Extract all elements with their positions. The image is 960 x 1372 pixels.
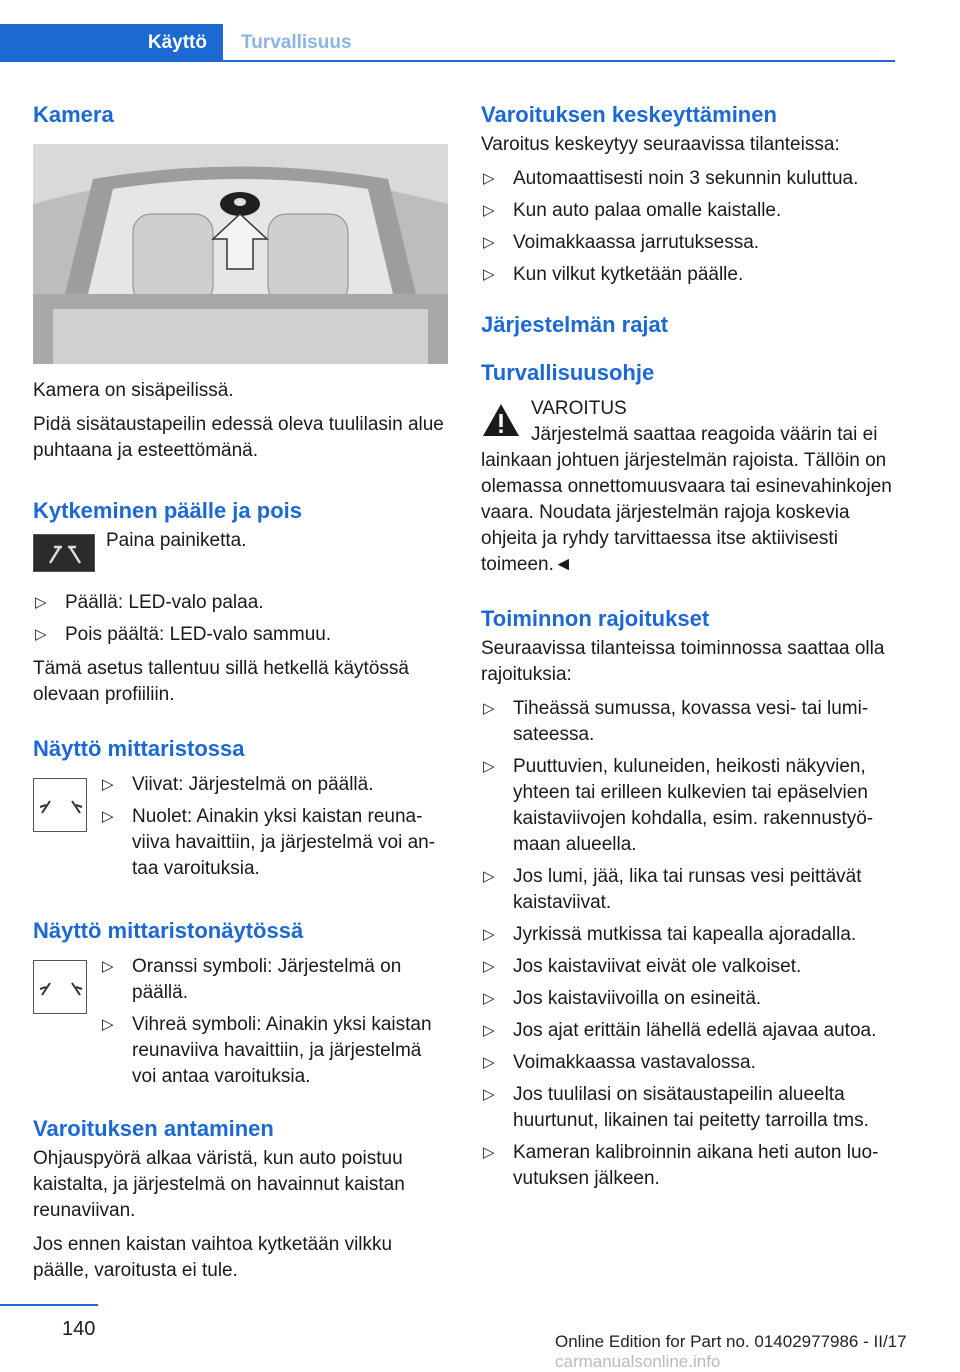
kamera-text-2: Pidä sisätaustapeilin edessä oleva tuulilasin alue puhtaana ja esteettömänä. [33, 414, 444, 461]
camera-photo [33, 144, 448, 364]
tab-turvallisuus-label: Turvallisuus [241, 32, 352, 53]
section-title-turvallisuusohje: Turvallisuusohje [481, 360, 655, 385]
section-title-rajat: Järjestelmän rajat [481, 312, 669, 337]
kytkeminen-text: Paina painiketta. [106, 530, 247, 551]
list-item: ▷ Päällä: LED-valo palaa. [35, 592, 264, 613]
page-number: 140 [62, 1318, 96, 1340]
button-row [33, 528, 448, 578]
footer-edition [555, 1332, 960, 1372]
warning-triangle-icon [481, 402, 521, 438]
warning-text-rest: lainkaan johtuen järjestelmän rajoista. Tällöin on olemassa onnettomuusvaara tai esinevahinkojen vaara. Noudata järjestelmän rajoja koskevia ohjeita ja ryhdy tarvittaessa itse aktiivisesti toimeen.◄ [481, 450, 892, 575]
section-title-rajoitukset: Toiminnon rajoitukset [481, 606, 710, 631]
warning-label: VAROITUS [531, 398, 627, 419]
list-item: ▷ Pois päältä: LED-valo sammuu. [35, 624, 332, 645]
list-item: ▷ Automaattisesti noin 3 sekunnin kuluttua. [483, 168, 859, 189]
section-title-kytkeminen: Kytkeminen päälle ja pois [33, 498, 302, 523]
list-item: ▷ Jos ajat erittäin lähellä edellä ajavaa autoa. [483, 1020, 877, 1041]
list-item: ▷ Jyrkissä mutkissa tai kapealla ajoradalla. [483, 924, 857, 945]
kamera-text-1: Kamera on sisäpeilissä. [33, 380, 234, 401]
naytto1-block [33, 772, 448, 884]
lane-button-icon [33, 534, 95, 572]
tab-kaytto-label: Käyttö [147, 32, 207, 53]
lane-arrows-icon [33, 960, 87, 1014]
list-item: ▷ Vihreä symboli: Ainakin yksi kaistan reunaviiva havaittiin, ja järjestelmä voi antaa varoituksia. [102, 1014, 432, 1087]
antaminen-text-1: Ohjauspyörä alkaa väristä, kun auto poistuu kaistalta, ja järjestelmä on havainnut kaistan reunaviivan. [33, 1148, 405, 1221]
left-column [33, 100, 448, 1284]
list-item: ▷ Kun auto palaa omalle kaistalle. [483, 200, 782, 221]
warning-text-first: Järjestelmä saattaa reagoida väärin tai ei [531, 424, 878, 445]
edition-text: Online Edition for Part no. 01402977986 - II/17 [555, 1332, 907, 1351]
list-item: ▷ Kameran kalibroinnin aikana heti auton luovutuksen jälkeen. [483, 1142, 879, 1189]
list-item: ▷ Puuttuvien, kuluneiden, heikosti näkyvien, yhteen tai erilleen kulkevien tai epäselvien kaistaviivojen kohdalla, esim. rakennustyömaan alueella. [483, 756, 874, 855]
top-bar [0, 0, 895, 62]
list-item: ▷ Jos tuulilasi on sisätaustapeilin alueelta huurtunut, likainen tai peitetty tarroilla tms. [483, 1084, 869, 1131]
list-item: ▷ Kun vilkut kytketään päälle. [483, 264, 744, 285]
list-item: ▷ Jos kaistaviivat eivät ole valkoiset. [483, 956, 802, 977]
antaminen-text-2: Jos ennen kaistan vaihtoa kytketään vilkku päälle, varoitusta ei tule. [33, 1234, 393, 1281]
naytto2-list [100, 954, 448, 1090]
list-item: ▷ Jos kaistaviivoilla on esineitä. [483, 988, 762, 1009]
list-item: ▷ Voimakkaassa vastavalossa. [483, 1052, 756, 1073]
header-rule [0, 60, 895, 62]
list-item: ▷ Jos lumi, jää, lika tai runsas vesi peittävät kaistaviivat. [483, 866, 862, 913]
car-interior-illustration [33, 144, 448, 364]
list-item: ▷ Tiheässä sumussa, kovassa vesi- tai lumisateessa. [483, 698, 869, 745]
section-title-antaminen: Varoituksen antaminen [33, 1116, 274, 1141]
tab-kaytto[interactable] [0, 24, 223, 62]
keskeyttaminen-list [481, 166, 901, 288]
kytkeminen-list [33, 590, 448, 648]
section-title-naytto-mittaristonaytto: Näyttö mittaristonäytössä [33, 918, 304, 943]
section-title-kamera: Kamera [33, 102, 114, 127]
kytkeminen-text-2: Tämä asetus tallentuu sillä hetkellä käytössä olevaan profiiliin. [33, 658, 409, 705]
section-title-keskeyttaminen: Varoituksen keskeyttäminen [481, 102, 777, 127]
list-item: ▷ Oranssi symboli: Järjestelmä on päällä. [102, 956, 402, 1003]
section-title-naytto-mittaristo: Näyttö mittaristossa [33, 736, 245, 761]
tab-turvallisuus[interactable] [241, 24, 352, 62]
warning-block [481, 396, 901, 578]
list-item: ▷ Viivat: Järjestelmä on päällä. [102, 774, 374, 795]
list-item: ▷ Voimakkaassa jarrutuksessa. [483, 232, 760, 253]
rajoitukset-text: Seuraavissa tilanteissa toiminnossa saattaa olla rajoituksia: [481, 638, 885, 685]
lane-lines-icon [33, 778, 87, 832]
keskeyttaminen-text: Varoitus keskeytyy seuraavissa tilanteissa: [481, 134, 840, 155]
right-column [481, 100, 901, 1192]
naytto1-list [100, 772, 448, 882]
naytto2-block [33, 954, 448, 1094]
footer-rule [0, 1304, 98, 1306]
rajoitukset-list [481, 696, 901, 1192]
list-item: ▷ Nuolet: Ainakin yksi kaistan reunaviiva havaittiin, ja järjestelmä voi antaa varoituksia. [102, 806, 436, 879]
watermark-text: carmanualsonline.info [555, 1352, 721, 1371]
